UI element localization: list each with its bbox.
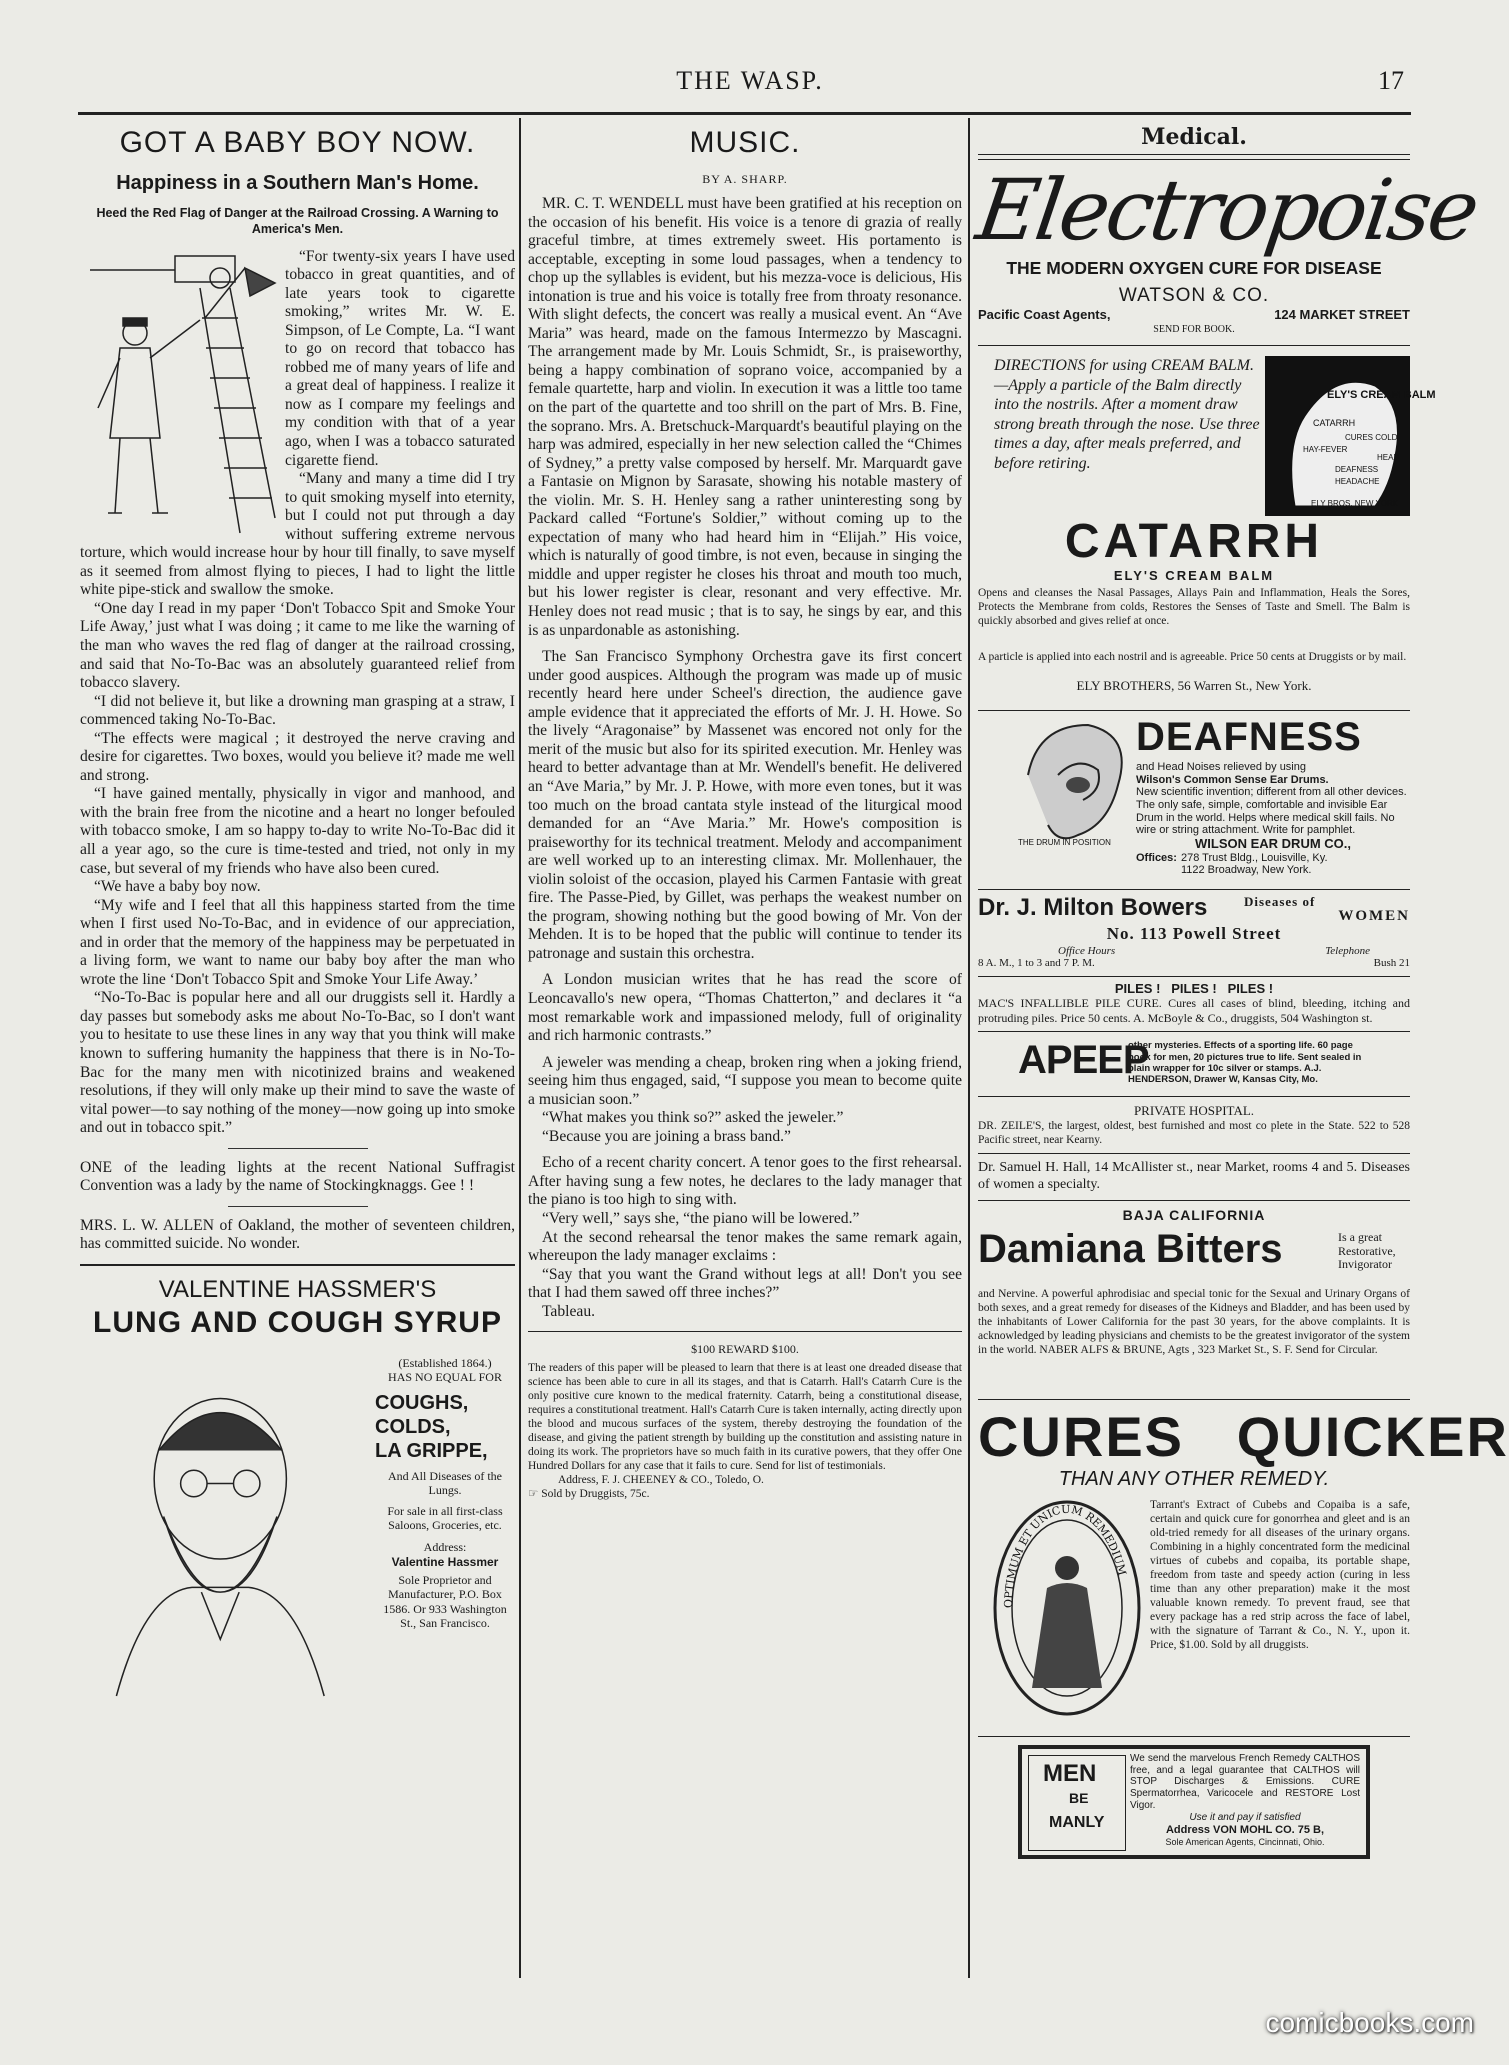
paragraph: “My wife and I feel that all this happiness started from the time when I first used No-To-Bac, and in evidence of our appreciation, and in order that the memory of the happiness may be perpetuated in a living form, we want to name our baby boy after the man who wrote the line ‘Don't Tobacco Spit and Smoke Your Life Away.’: [80, 896, 515, 988]
paragraph: “For twenty-six years I have used tobacco in great quantities, and of late years took to cigarette smoking,” writes Mr. W. E. Simpson, of Le Compte, La. “I want to go on record that tobacco has robbed me of many years of life and a great deal of happiness. I realize it now as I compare my feelings and my condition with that of a year ago, when I was a tobacco saturated cigarette fiend.: [285, 247, 515, 469]
separator: [978, 1200, 1410, 1201]
men-text: MEN: [1043, 1759, 1097, 1787]
article-title: GOT A BABY BOY NOW.: [119, 126, 476, 159]
reward-address: Address, F. J. CHEENEY & CO., Toledo, O.: [558, 1474, 764, 1487]
telephone-label: Telephone: [1325, 945, 1370, 957]
paragraph: MR. C. T. WENDELL must have been gratified at his reception on the occasion of his benefit. His voice is a tenore di grazia of really graceful timbre, at times extremely sweet. His portamento is acceptable, excepting in some loud passages, when a tendency to chop up the syllables is evident, but his mezza-voce is delicious, His intonation is true and his voice is totally free from throaty resonance. With slight defects, the concert was really a musical event. An “Ave Maria” was heard, made on the famous Intermezzo by Mascagni. The arrangement made by Mr. Louis Schmidt, Sr., is praiseworthy, being a happy combination of soprano voice, accompanied by a female quartette, harp and violin. In execution it was a little too tame on the part of the quartette and too shrill on the part of Mrs. B. Fine, the soprano. Mrs. A. Bretschuck-Marquardt's beautiful playing on the harp was admired, especially in her new selection called the “Chimes of Sydney,” a pretty valse composed by herself. Mr. Marquardt gave a Fantasie on Mignon by Sarasate, showing his notable mastery of the violin. Mr. S. H. Henley sang a rather uninteresting song by Packard called “Fortune's Soldier,” without coming up to the expectation of many who had heard him in “Elijah.” His voice, which is naturally of good timbre, is not even, because in singing the middle and upper register he closes his throat and mouth too much, but his lower register is clear, resonant and very effective. Mr. Henley does not read music ; that is to say, he sings by ear, and this is as unpardonable as astonishing.: [528, 195, 962, 639]
head-word-label: HEADACHE: [1335, 477, 1380, 486]
article-title: MUSIC.: [689, 126, 801, 159]
separator: [528, 1331, 962, 1332]
deafness-company: WILSON EAR DRUM CO.,: [1195, 835, 1351, 851]
no-equal-text: HAS NO EQUAL FOR: [388, 1370, 502, 1385]
paragraph: “I did not believe it, but like a drowning man grasping at a straw, I commenced taking No-To-Bac.: [80, 692, 515, 729]
address-body: Sole Proprietor and Manufacturer, P.O. Box 1586. Or 933 Washington St., San Francisco.: [383, 1573, 507, 1631]
masthead-title: THE WASP.: [676, 66, 824, 95]
directions-text: DIRECTIONS for using CREAM BALM.—Apply a particle of the Balm directly into the nostrils. After a moment draw strong breath through the nose. Use three times a day, after meals preferred, and before retiring.: [994, 357, 1260, 472]
send-book-text: SEND FOR BOOK.: [1153, 324, 1235, 335]
head-brand-label: ELY'S CREAM BALM: [1327, 389, 1436, 401]
apeep-ad: [978, 1038, 1410, 1090]
piles-ad: [978, 981, 1410, 1025]
deafness-details: [1136, 761, 1410, 877]
separator: [978, 154, 1410, 155]
address-name: Valentine Hassmer: [391, 1554, 499, 1569]
apeep-body: other mysteries. Effects of a sporting life. 60 page book for men, 20 pictures true to life. Sent sealed in plain wrapper for 10c silver or stamps. A.J. HENDERSON, Drawer W, Kansas City, Mo.: [1128, 1040, 1362, 1086]
electropoise-company: WATSON & CO.: [1118, 285, 1270, 306]
column-left: [80, 118, 515, 1978]
calthos-emblem: [1028, 1755, 1126, 1851]
byline: BY A. SHARP.: [702, 172, 788, 186]
separator: [978, 1031, 1410, 1032]
paragraph: A London musician writes that he has read the score of Leoncavallo's new opera, “Thomas Chatterton,” and declares it “a most remarkable work and impassioned melody, full of originality and rich harmonic contrasts.”: [528, 971, 962, 1045]
catarrh-heading: CATARRH: [1064, 515, 1324, 568]
electropoise-agents-row: [978, 307, 1410, 322]
separator: [978, 1153, 1410, 1154]
column-divider-1: [519, 118, 521, 1978]
drum-caption: THE DRUM IN POSITION: [1018, 838, 1111, 847]
separator: [80, 1264, 515, 1266]
paragraph: “No-To-Bac is popular here and all our druggists sell it. Hardly a day passes but somebody asks me about No-To-Bac, so I don't want you to hesitate to use these lines in any way that you think will make known to suffering humanity the happiness that there is in No-To-Bac for the many men with nicotinized brains and weakened resolutions, if they will only make up their mind to save the waste of vital power—to say nothing of the money—now going up into smoke and out in tobacco spit.”: [80, 989, 515, 1137]
calthos-body: We send the marvelous French Remedy CALTHOS free, and a legal guarantee that CALTHOS will STOP Discharges & Emissions. CURE Spermatorrhea, Varicocele and RESTORE Lost Vigor.: [1130, 1752, 1360, 1812]
paragraph: Echo of a recent charity concert. A tenor goes to the first rehearsal. After having sung a few notes, he declares to the lady manager that the piano is too high to sing with.: [528, 1154, 962, 1209]
cures-heading: CURES QUICKER: [978, 1404, 1509, 1468]
bowers-ad: [978, 894, 1410, 972]
address-label: Address:: [423, 1540, 467, 1555]
separator: [228, 1206, 368, 1207]
piles-body: MAC'S INFALLIBLE PILE CURE. Cures all cases of blind, bleeding, itching and protruding piles. Price 50 cents. A. McBoyle & Co., druggists, 504 Washington st.: [978, 996, 1410, 1025]
cream-balm-ad: [978, 356, 1436, 706]
paragraph: “Because you are joining a brass band.”: [542, 1127, 791, 1145]
reward-title: $100 REWARD $100.: [691, 1342, 799, 1357]
electropoise-tagline: THE MODERN OXYGEN CURE FOR DISEASE: [1006, 258, 1382, 278]
head-word-label: HEAD: [1377, 453, 1400, 462]
medallion-motto-path: OPTIMUM ET UNICUM REMEDIUM: [1001, 1502, 1129, 1609]
office-hours-label: Office Hours: [1058, 945, 1116, 957]
cures-subheading: THAN ANY OTHER REMEDY.: [1058, 1467, 1330, 1490]
electropoise-ad: [971, 161, 1483, 335]
electropoise-logo: Electropoise: [971, 161, 1483, 259]
paragraph: The San Francisco Symphony Orchestra gave its first concert under good auspices. Although the program was made up of music recently heard here under Scheel's direction, the audience gave ample evidence that it appreciated the efforts of Mr. J. H. Howe. So the lively “Aragonaise” by Massenet was encored not only for the merit of the music but also for its spirited execution. Mr. Henley was heard to better advantage than at Mr. Wendell's benefit. He delivered an “Ave Maria,” by Mr. J. P. Howe, with more even tones, but it was too much on the broad cantata style instead of the liturgical mood demanded for an “Ave Maria.” Mr. Howe's composition is praiseworthy for its technical treatment. Melody and accompaniment are well worked up to an interesting climax. Mr. Mollenhauer, the violin soloist of the occasion, played his Carmen Fantasie with great fire. The Passe-Pied, by Gillet, was perhaps the weakest number on the program, showing nothing but the good bowing of Mr. Von der Mehden. It is to be hoped that the public will continue to tender its patronage and sustain this orchestra.: [528, 648, 962, 962]
reward-sold-text: Sold by Druggists, 75c.: [541, 1488, 650, 1501]
column-middle: [528, 118, 962, 1978]
medallion-illustration: [992, 1498, 1142, 1718]
paragraph: “What makes you think so?” asked the jeweler.”: [542, 1109, 844, 1127]
office-line: 1122 Broadway, New York.: [1180, 864, 1312, 877]
offices-list: [1181, 852, 1328, 877]
article-body: [528, 195, 962, 1321]
watermark: comicbooks.com: [1265, 2007, 1474, 2038]
deafness-title: DEAFNESS: [1136, 715, 1362, 759]
paragraph: At the second rehearsal the tenor makes the same remark again, whereupon the lady manager exclaims :: [528, 1228, 962, 1265]
offices-label: Offices:: [1136, 851, 1177, 864]
header-rule: [78, 112, 1411, 115]
calthos-details: [1130, 1753, 1360, 1847]
head-maker-label: ELY BROS. NEW YORK: [1311, 499, 1399, 508]
head-word-label: DEAFNESS: [1335, 465, 1379, 474]
manly-text: MANLY: [1049, 1813, 1105, 1831]
reward-sold: [528, 1487, 962, 1501]
office-hours: 8 A. M., 1 to 3 and 7 P. M.: [978, 957, 1095, 969]
bowers-disease: Diseases of: [1244, 894, 1316, 909]
separator: [978, 1736, 1410, 1737]
pointing-hand-icon: ☞: [528, 1488, 542, 1501]
section-heading: Medical.: [1141, 124, 1247, 150]
paragraph: “I have gained mentally, physically in vigor and manhood, and with the brain free from the nicotine and a heart no longer befouled with tobacco smoke, I am so happy to-day to write No-To-Bac did it all a year ago, so the cure is time-tested and tried, not only in my case, but several of my friends who have also been cured.: [80, 785, 515, 877]
deafness-offices: [1136, 852, 1410, 877]
colds-text: COLDS,: [375, 1415, 451, 1438]
railroad-flagman-illustration: [80, 248, 275, 533]
reward-notice: [528, 1342, 962, 1501]
reward-body: The readers of this paper will be pleased to learn that there is at least one dreaded disease that science has been able to cure in all its stages, and that is Catarrh. Hall's Catarrh Cure is the only positive cure known to the medical fraternity. Catarrh, being a constitutional disease, requires a constitutional treatment. Hall's Catarrh Cure is taken internally, acting directly upon the blood and mucous surfaces of the system, thereby destroying the foundation of the disease, and giving the patient strength by building up the constitution and assisting nature in doing its work. The proprietors have so much faith in its curative powers, that they offer One Hundred Dollars for any case that it fails to cure. Send for list of testimonials.: [528, 1362, 962, 1473]
bowers-name: Dr. J. Milton Bowers: [978, 894, 1208, 921]
portrait-illustration: [80, 1356, 370, 1696]
tarrant-ad: [978, 1404, 1509, 1732]
article-subtitle: Happiness in a Southern Man's Home.: [116, 172, 479, 194]
paragraph: “Many and many a time did I try to quit smoking myself into eternity, but I could not put through a day without suffering extreme nervous torture, which would increase hour by hour till finally, to save myself as it seemed from almost flying to pieces, I had to light the little white pipe-stick and swallow the smoke.: [80, 470, 515, 599]
separator: [978, 159, 1410, 160]
deafness-line: New scientific invention; different from all other devices. The only safe, simple, comfortable and invisible Ear Drum in the world. Helps where medical skill fails. No wire or string attachment. Write for pamphlet.: [1136, 786, 1407, 837]
tarrant-body: Tarrant's Extract of Cubebs and Copaiba is a safe, certain and quick cure for gonorrhea and gleet and is an old-tried remedy for all diseases of the urinary organs. Combining in a highly concentrated form the medicinal virtues of cubebs and copaiba, its portable shape, freedom from taste and speedy action (curing in less time than any other preparation) make it the most valuable known remedy. To prevent fraud, see that every package has a red strip across the face of label, with the signature of Tarrant & Co., N. Y., upon it. Price, $1.00. Sold by all druggists.: [1150, 1498, 1410, 1652]
news-item: MRS. L. W. ALLEN of Oakland, the mother of seventeen children, has committed suicide. No wonder.: [80, 1216, 515, 1253]
piles-title: PILES ! PILES ! PILES !: [1114, 981, 1274, 996]
head-word-label: CURES COLD: [1345, 433, 1398, 442]
hall-ad: Dr. Samuel H. Hall, 14 McAllister st., near Market, rooms 4 and 5. Diseases of women a specialty.: [978, 1160, 1410, 1193]
ear-illustration: [1008, 715, 1138, 875]
grippe-text: LA GRIPPE,: [375, 1439, 488, 1462]
bowers-women: WOMEN: [1338, 908, 1410, 924]
established-text: (Established 1864.): [398, 1355, 492, 1370]
calthos-ad: [1018, 1745, 1370, 1859]
calthos-agents: Sole American Agents, Cincinnati, Ohio.: [1165, 1836, 1325, 1847]
coughs-text: COUGHS,: [375, 1391, 469, 1414]
column-divider-2: [968, 118, 970, 1978]
paragraph: “Very well,” says she, “the piano will be lowered.”: [542, 1209, 860, 1227]
catarrh-maker: ELY BROTHERS, 56 Warren St., New York.: [1076, 678, 1312, 693]
damiana-pre: BAJA CALIFORNIA: [1122, 1206, 1266, 1223]
telephone: Bush 21: [1373, 957, 1410, 969]
separator: [978, 710, 1410, 711]
hospital-ad: [978, 1103, 1410, 1147]
deafness-line: Wilson's Common Sense Ear Drums.: [1136, 773, 1329, 786]
syrup-product: LUNG AND COUGH SYRUP: [93, 1305, 502, 1339]
separator: [978, 889, 1410, 890]
page-number: 17: [1378, 66, 1404, 95]
separator: [978, 1096, 1410, 1097]
catarrh-note: A particle is applied into each nostril and is agreeable. Price 50 cents at Druggists or by mail.: [978, 651, 1407, 663]
head-word-label: HAY-FEVER: [1303, 445, 1348, 454]
deafness-line: and Head Noises relieved by using: [1136, 761, 1306, 773]
street-text: 124 MARKET STREET: [1274, 307, 1410, 322]
calthos-pay: Use it and pay if satisfied: [1189, 1811, 1301, 1823]
paragraph: “One day I read in my paper ‘Don't Tobacco Spit and Smoke Your Life Away,’ just what I was doing ; it came to me like the warning of the man who waves the red flag of danger at the railroad crossing, and said that No-To-Bac was an absolutely guaranteed relief from tobacco slavery.: [80, 599, 515, 692]
head-word-label: CATARRH: [1313, 418, 1356, 428]
for-sale-text: For sale in all first-class Saloons, Groceries, etc.: [387, 1503, 503, 1532]
office-line: 278 Trust Bldg., Louisville, Ky.: [1180, 851, 1328, 864]
separator: [228, 1148, 368, 1149]
agents-text: Pacific Coast Agents,: [978, 307, 1111, 322]
hospital-body: DR. ZEILE'S, the largest, oldest, best furnished and most co plete in the State. 522 to 528 Pacific street, near Kearny.: [978, 1120, 1410, 1147]
damiana-body: and Nervine. A powerful aphrodisiac and special tonic for the Sexual and Urinary Organs of both sexes, and a great remedy for diseases of the Kidneys and Bladder, and has been used by the inhabitants of Lower California for the past 30 years, for the above complaints. It is acknowledged by leading physicians and chemists to be the greatest invigorator of the system in the world. NABER ALFS & BRUNE, Agts , 323 Market St., S. F. Send for Circular.: [978, 1287, 1410, 1356]
paragraph: “The effects were magical ; it destroyed the nerve craving and desire for cigarettes. Two boxes, would you believe it? made me well and strong.: [80, 729, 515, 784]
syrup-details: [375, 1356, 515, 1631]
damiana-ad: [978, 1207, 1410, 1395]
article-kicker: Heed the Red Flag of Danger at the Railroad Crossing. A Warning to America's Men.: [96, 206, 499, 237]
be-text: BE: [1069, 1789, 1089, 1806]
deafness-ad: [978, 715, 1410, 885]
paragraph: “We have a baby boy now.: [94, 878, 261, 896]
paragraph: Tableau.: [542, 1302, 596, 1320]
apeep-heading: APEEP: [1018, 1038, 1149, 1083]
damiana-heading: Damiana Bitters: [978, 1226, 1283, 1271]
catarrh-subheading: ELY'S CREAM BALM: [1113, 568, 1275, 583]
diseases-text: And All Diseases of the Lungs.: [388, 1468, 502, 1498]
column-right: [971, 118, 1509, 1978]
damiana-side: Is a great Restorative, Invigorator: [1338, 1229, 1396, 1272]
separator: [978, 1399, 1410, 1400]
catarrh-body: Opens and cleanses the Nasal Passages, Allays Pain and Inflammation, Heals the Sores, Protects the Membrane from colds, Restores the Senses of Taste and Smell. The Balm is quickly absorbed and gives relief at once.: [978, 587, 1410, 628]
paragraph: “Say that you want the Grand without legs at all! Don't you see that I had them sawed off three inches?”: [528, 1265, 962, 1302]
head-diagram-illustration: [1265, 356, 1436, 516]
news-item: ONE of the leading lights at the recent National Suffragist Convention was a lady by the name of Stockingknaggs. Gee ! !: [80, 1158, 515, 1195]
calthos-address: Address VON MOHL CO. 75 B,: [1165, 1823, 1325, 1836]
separator: [978, 345, 1410, 346]
hospital-title: PRIVATE HOSPITAL.: [1133, 1103, 1255, 1119]
separator: [978, 976, 1410, 977]
paragraph: A jeweler was mending a cheap, broken ring when a joking friend, seeing him thus engaged, said, “I suppose you mean to become quite a musician soon.”: [528, 1053, 962, 1108]
bowers-address: No. 113 Powell Street: [1106, 924, 1282, 943]
syrup-ad: [80, 1276, 515, 1696]
syrup-maker: VALENTINE HASSMER'S: [158, 1275, 437, 1303]
